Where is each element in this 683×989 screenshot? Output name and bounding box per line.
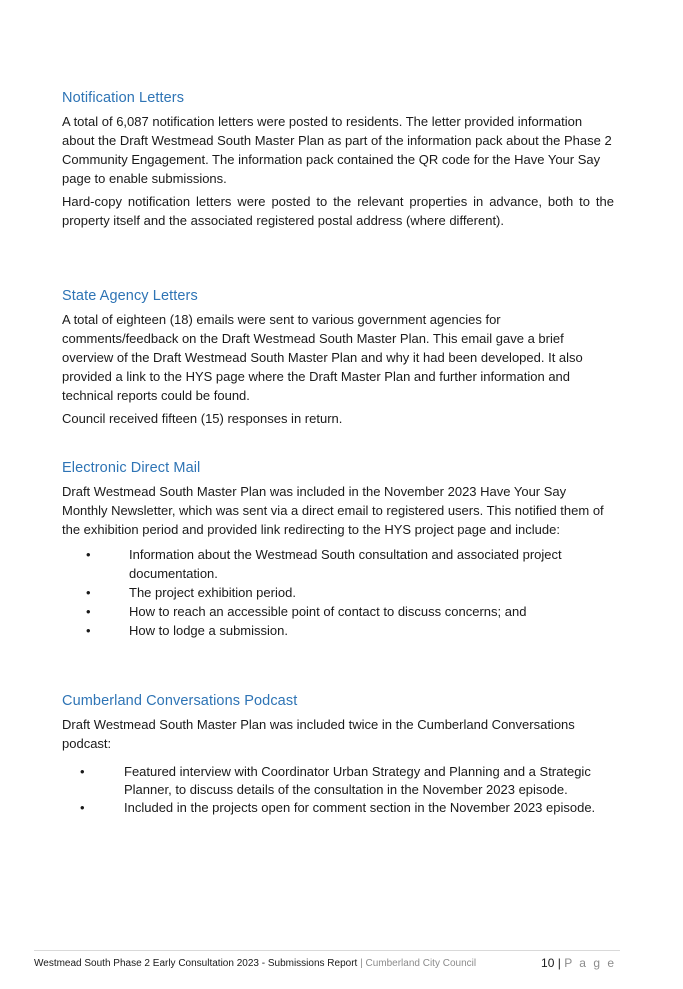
- section-electronic-direct-mail: [62, 460, 614, 640]
- section-state-agency-letters: [62, 288, 614, 432]
- page-label: P a g e: [564, 956, 616, 970]
- report-title: Westmead South Phase 2 Early Consultation 2023 - Submissions Report: [34, 958, 358, 969]
- page-number: 10: [541, 956, 555, 970]
- paragraph: A total of eighteen (18) emails were sent to various government agencies for comments/feedback on the Draft Westmead South Master Plan. This email gave a brief overview of the Draft Westmead South Master Plan and why it had been developed. It also provided a link to the HYS page where the Draft Master Plan and further information and technical reports could be found.: [62, 312, 583, 403]
- page-footer: [34, 950, 620, 969]
- list-item-text: The project exhibition period.: [129, 585, 296, 600]
- section-heading: Notification Letters: [62, 90, 185, 106]
- bullet-icon: •: [80, 800, 85, 815]
- list-item-text: How to lodge a submission.: [129, 623, 288, 638]
- paragraph: A total of 6,087 notification letters were posted to residents. The letter provided information about the Draft Westmead South Master Plan as part of the information pack about the Phase 2 Community Engagement. The information pack contained the QR code for the Have Your Say page to enable submissions.: [62, 114, 612, 186]
- page-number-separator: |: [557, 956, 561, 970]
- list-item-text: Featured interview with Coordinator Urban Strategy and Planning and a Strategic Planner, to discuss details of the consultation in the November 2023 episode.: [124, 764, 591, 797]
- bullet-icon: •: [86, 623, 91, 638]
- list-item-text: Information about the Westmead South consultation and associated project documentation.: [129, 547, 562, 581]
- list-item-text: Included in the projects open for comment section in the November 2023 episode.: [124, 800, 596, 815]
- section-heading: State Agency Letters: [62, 288, 198, 304]
- paragraph: Draft Westmead South Master Plan was included twice in the Cumberland Conversations podcast:: [62, 717, 575, 751]
- list-item: [62, 545, 614, 583]
- bullet-icon: •: [86, 547, 91, 562]
- page-number-block: [541, 956, 616, 970]
- bullet-icon: •: [86, 604, 91, 619]
- list-item: [62, 763, 614, 799]
- section-cumberland-conversations-podcast: [62, 693, 614, 817]
- list-item: [62, 583, 614, 602]
- paragraph: Draft Westmead South Master Plan was included in the November 2023 Have Your Say Monthly Newsletter, which was sent via a direct email to registered users. This notified them of the exhibition period and provided link redirecting to the HYS project page and include:: [62, 484, 604, 537]
- paragraph: Council received fifteen (15) responses in return.: [62, 411, 343, 426]
- bullet-icon: •: [86, 585, 91, 600]
- bullet-icon: •: [80, 764, 85, 779]
- section-heading: Cumberland Conversations Podcast: [62, 693, 298, 709]
- list-item: [62, 602, 614, 621]
- paragraph: Hard-copy notification letters were posted to the relevant properties in advance, both to the property itself and the associated registered postal address (where different).: [62, 194, 614, 228]
- section-notification-letters: [62, 90, 614, 234]
- organisation-name: Cumberland City Council: [365, 958, 477, 969]
- footer-separator: |: [357, 958, 366, 969]
- list-item-text: How to reach an accessible point of contact to discuss concerns; and: [129, 604, 527, 619]
- list-item: [62, 799, 614, 817]
- section-heading: Electronic Direct Mail: [62, 460, 201, 476]
- bullet-list: [62, 763, 614, 817]
- list-item: [62, 621, 614, 640]
- bullet-list: [62, 545, 614, 640]
